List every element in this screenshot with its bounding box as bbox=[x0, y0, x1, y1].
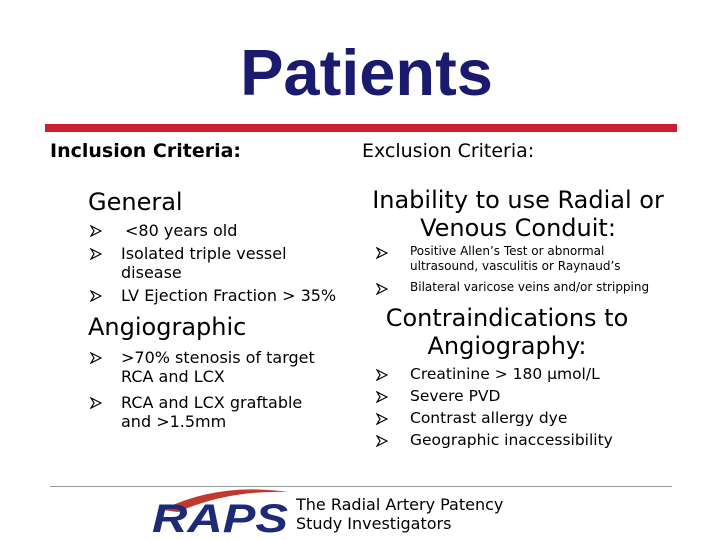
study-name: The Radial Artery Patency Study Investigators bbox=[296, 495, 504, 533]
conduit-heading: Inability to use Radial or Venous Conduit: bbox=[372, 186, 664, 242]
general-heading: General bbox=[88, 188, 183, 216]
angiography-item-creatinine: Creatinine > 180 µmol/L bbox=[410, 365, 600, 383]
arrow-bullet-icon bbox=[90, 290, 102, 302]
arrow-bullet-icon bbox=[376, 283, 388, 295]
angiography-item-geographic: Geographic inaccessibility bbox=[410, 431, 613, 449]
inclusion-heading: Inclusion Criteria: bbox=[50, 140, 242, 162]
arrow-bullet-icon bbox=[90, 225, 102, 237]
footer-divider bbox=[50, 486, 672, 487]
arrow-bullet-icon bbox=[90, 248, 102, 260]
arrow-bullet-icon bbox=[376, 413, 388, 425]
arrow-bullet-icon bbox=[90, 397, 102, 409]
angiographic-item-stenosis: >70% stenosis of target RCA and LCX bbox=[121, 348, 315, 386]
angiography-item-contrast: Contrast allergy dye bbox=[410, 409, 568, 427]
conduit-item-varicose: Bilateral varicose veins and/or stripping bbox=[410, 280, 650, 294]
arrow-bullet-icon bbox=[376, 247, 388, 259]
arrow-bullet-icon bbox=[90, 352, 102, 364]
conduit-item-allen-test: Positive Allen’s Test or abnormal ultrasound, vasculitis or Raynaud’s bbox=[410, 244, 621, 273]
general-item-age: <80 years old bbox=[125, 221, 238, 240]
logo-text: RAPS bbox=[152, 497, 289, 538]
arrow-bullet-icon bbox=[376, 391, 388, 403]
general-item-triple-vessel: Isolated triple vessel disease bbox=[121, 244, 287, 282]
angiographic-item-graftable: RCA and LCX graftable and >1.5mm bbox=[121, 393, 303, 431]
angiography-heading: Contraindications to Angiography: bbox=[385, 304, 629, 360]
angiographic-heading: Angiographic bbox=[88, 313, 247, 341]
title-divider bbox=[45, 124, 677, 132]
angiography-item-pvd: Severe PVD bbox=[410, 387, 501, 405]
general-item-ejection-fraction: LV Ejection Fraction > 35% bbox=[121, 286, 337, 305]
arrow-bullet-icon bbox=[376, 369, 388, 381]
page-title: Patients bbox=[240, 36, 493, 109]
arrow-bullet-icon bbox=[376, 435, 388, 447]
raps-logo bbox=[148, 486, 293, 538]
exclusion-heading: Exclusion Criteria: bbox=[362, 140, 535, 162]
